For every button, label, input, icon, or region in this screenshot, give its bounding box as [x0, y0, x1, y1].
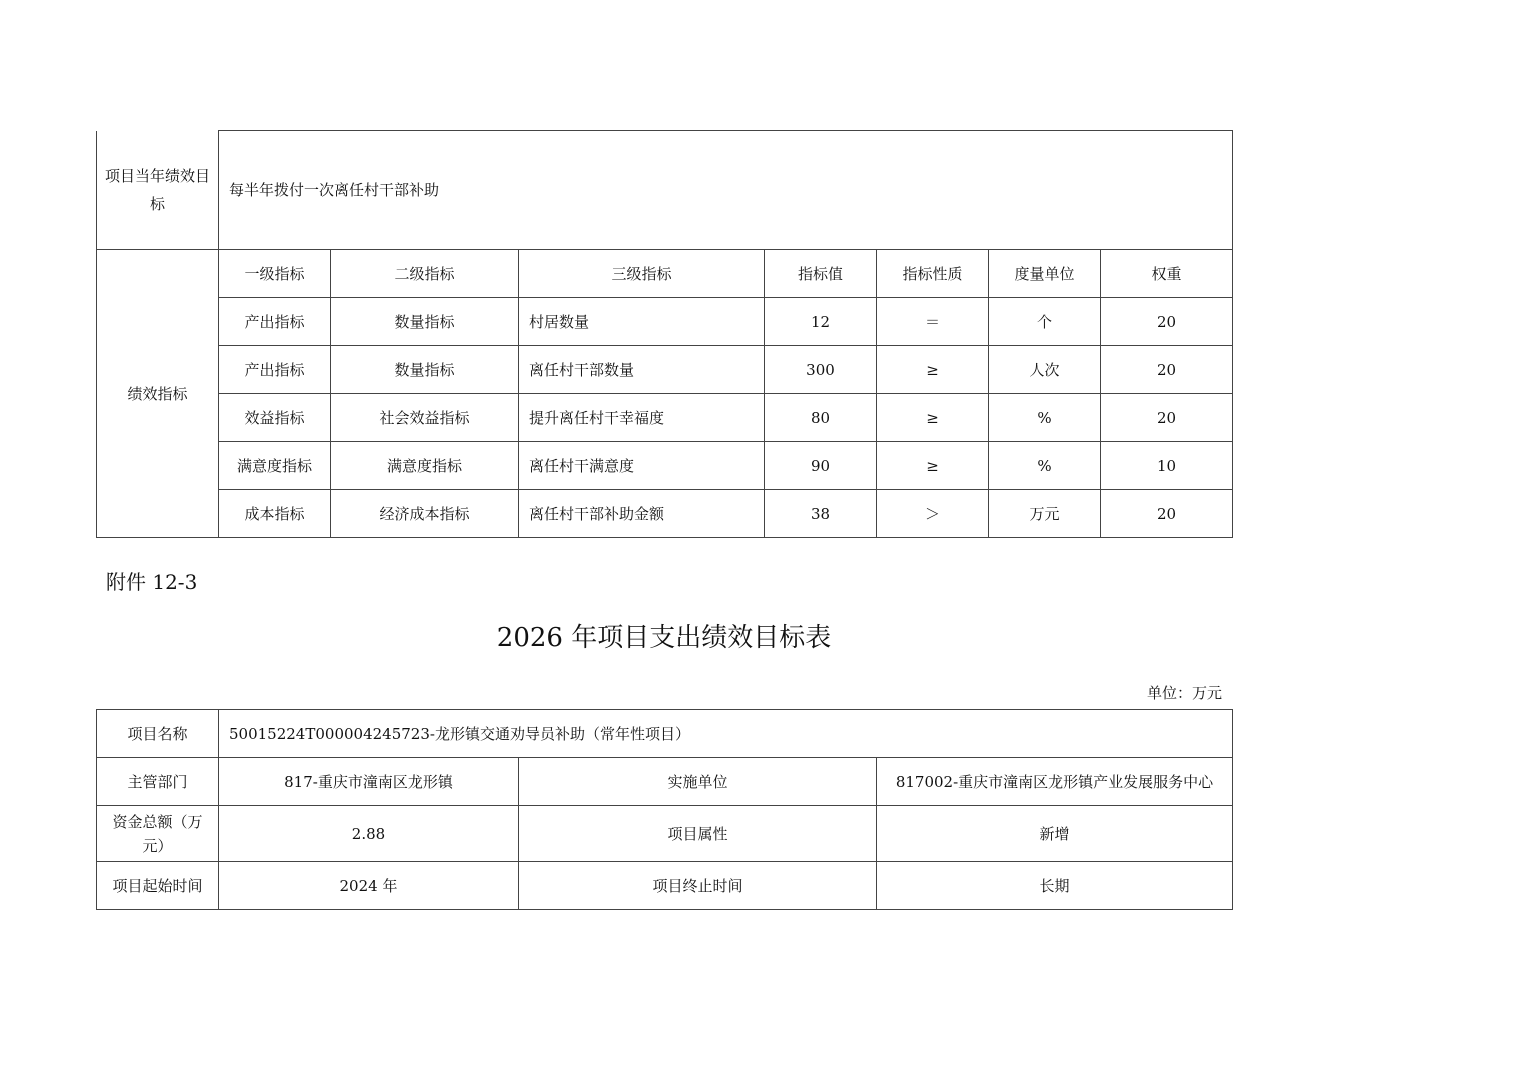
indicator-header-row — [97, 250, 1233, 298]
attachment-label: 附件 12-3 — [106, 570, 198, 594]
attr-value: 新增 — [877, 806, 1233, 862]
value-cell: 38 — [765, 490, 877, 538]
start-value: 2024 年 — [219, 862, 519, 910]
level3-cell: 离任村干满意度 — [519, 442, 765, 490]
table-row — [97, 490, 1233, 538]
table-row — [97, 394, 1233, 442]
end-value: 长期 — [877, 862, 1233, 910]
level1-cell: 产出指标 — [219, 346, 331, 394]
unit-cell: 个 — [989, 298, 1101, 346]
department-row — [97, 758, 1233, 806]
level1-cell: 满意度指标 — [219, 442, 331, 490]
table-row — [97, 442, 1233, 490]
performance-indicator-table — [96, 130, 1233, 538]
page-title: 2026 年项目支出绩效目标表 — [496, 623, 832, 653]
weight-cell: 20 — [1101, 490, 1233, 538]
nature-cell: ＞ — [877, 490, 989, 538]
header-level2: 二级指标 — [331, 250, 519, 298]
weight-cell: 20 — [1101, 346, 1233, 394]
level3-cell: 村居数量 — [519, 298, 765, 346]
level1-cell: 效益指标 — [219, 394, 331, 442]
dept-label: 主管部门 — [97, 758, 219, 806]
nature-cell: ≥ — [877, 394, 989, 442]
fund-row — [97, 806, 1233, 862]
header-unit: 度量单位 — [989, 250, 1101, 298]
level1-cell: 成本指标 — [219, 490, 331, 538]
indicator-section-label: 绩效指标 — [97, 250, 219, 538]
nature-cell: ＝ — [877, 298, 989, 346]
level2-cell: 数量指标 — [331, 298, 519, 346]
impl-unit-label: 实施单位 — [519, 758, 877, 806]
header-level1: 一级指标 — [219, 250, 331, 298]
value-cell: 300 — [765, 346, 877, 394]
weight-cell: 20 — [1101, 298, 1233, 346]
end-label: 项目终止时间 — [519, 862, 877, 910]
level2-cell: 经济成本指标 — [331, 490, 519, 538]
level1-cell: 产出指标 — [219, 298, 331, 346]
project-name-value: 50015224T000004245723-龙形镇交通劝导员补助（常年性项目） — [219, 710, 1233, 758]
level3-cell: 离任村干部补助金额 — [519, 490, 765, 538]
unit-cell: 人次 — [989, 346, 1101, 394]
weight-cell: 20 — [1101, 394, 1233, 442]
annual-goal-label: 项目当年绩效目标 — [97, 131, 219, 250]
level3-cell: 离任村干部数量 — [519, 346, 765, 394]
annual-goal-row — [97, 131, 1233, 250]
nature-cell: ≥ — [877, 442, 989, 490]
level3-cell: 提升离任村干幸福度 — [519, 394, 765, 442]
table-row — [97, 346, 1233, 394]
header-level3: 三级指标 — [519, 250, 765, 298]
table-row — [97, 298, 1233, 346]
unit-label: 单位：万元 — [1146, 684, 1222, 702]
project-name-label: 项目名称 — [97, 710, 219, 758]
project-name-row — [97, 710, 1233, 758]
impl-unit-value: 817002-重庆市潼南区龙形镇产业发展服务中心 — [877, 758, 1233, 806]
period-row — [97, 862, 1233, 910]
weight-cell: 10 — [1101, 442, 1233, 490]
unit-cell: % — [989, 442, 1101, 490]
value-cell: 12 — [765, 298, 877, 346]
value-cell: 80 — [765, 394, 877, 442]
nature-cell: ≥ — [877, 346, 989, 394]
unit-cell: 万元 — [989, 490, 1101, 538]
attr-label: 项目属性 — [519, 806, 877, 862]
start-label: 项目起始时间 — [97, 862, 219, 910]
header-nature: 指标性质 — [877, 250, 989, 298]
fund-label: 资金总额（万元） — [97, 806, 219, 862]
level2-cell: 社会效益指标 — [331, 394, 519, 442]
project-info-table — [96, 709, 1233, 910]
annual-goal-text: 每半年拨付一次离任村干部补助 — [219, 131, 1233, 250]
dept-value: 817-重庆市潼南区龙形镇 — [219, 758, 519, 806]
fund-value: 2.88 — [219, 806, 519, 862]
header-weight: 权重 — [1101, 250, 1233, 298]
level2-cell: 数量指标 — [331, 346, 519, 394]
value-cell: 90 — [765, 442, 877, 490]
header-value: 指标值 — [765, 250, 877, 298]
level2-cell: 满意度指标 — [331, 442, 519, 490]
unit-cell: % — [989, 394, 1101, 442]
